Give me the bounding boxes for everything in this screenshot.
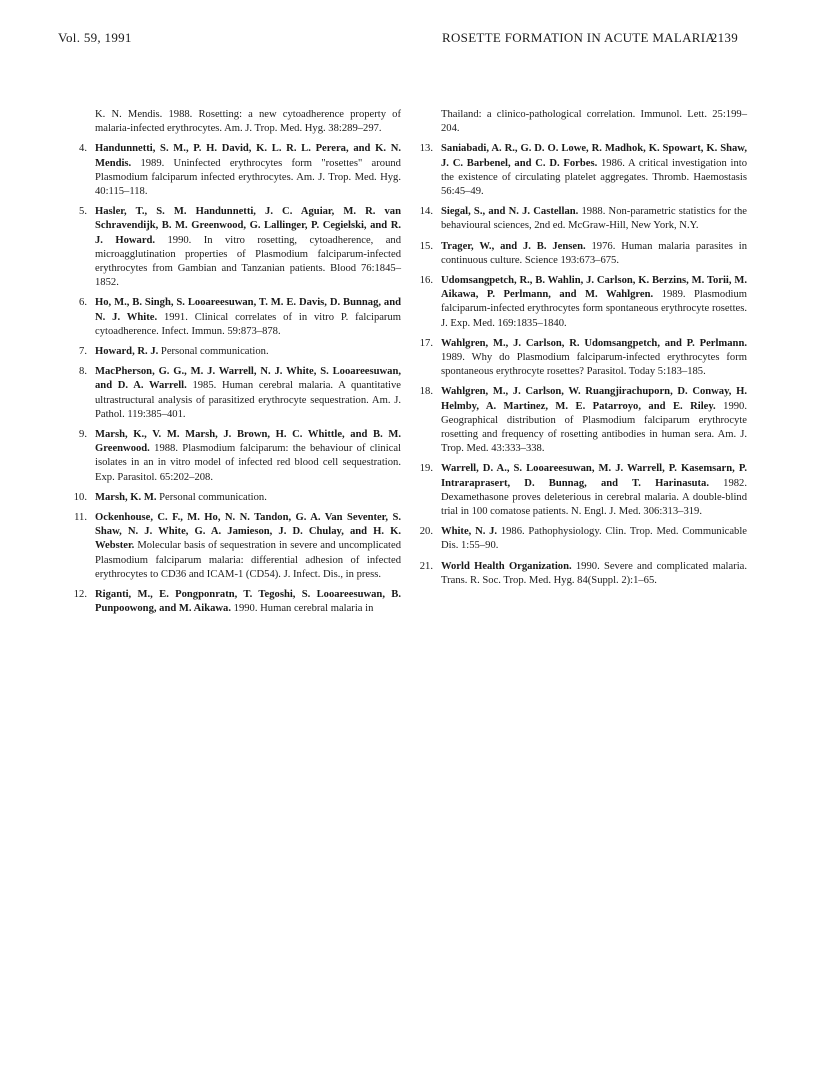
reference-item <box>77 205 401 290</box>
reference-number: 10. <box>73 491 87 503</box>
reference-number: 5. <box>79 206 87 218</box>
reference-item <box>73 588 401 616</box>
reference-authors: Saniabadi, A. R., G. D. O. Lowe, R. Madhok, K. Spowart, K. Shaw, J. C. Barbenel, and C. D. Forbes. <box>441 143 747 169</box>
reference-number: 21. <box>419 560 433 572</box>
reference-text: 1989. Plasmodium falciparum-infected erythrocytes form spontaneous erythrocyte rosettes. J. Exp. Med. 169:1835–1840. <box>441 289 747 329</box>
reference-number: 14. <box>419 206 433 218</box>
reference-item <box>419 385 747 456</box>
reference-text: Molecular basis of sequestration in severe and uncomplicated Plasmodium falciparum malaria: differential adhesion of infected erythrocytes to CD36 and ICAM-1 (CD54). J. Infect. Dis., in press. <box>95 540 402 580</box>
reference-item <box>73 491 401 505</box>
reference-text: 1990. Severe and complicated malaria. Trans. R. Soc. Trop. Med. Hyg. 84(Suppl. 2):1–65. <box>441 560 747 586</box>
reference-text: 1990. In vitro rosetting, cytoadherence, and microagglutination properties of Plasmodium falciparum-infected erythrocytes from Gambian and Tanzanian patients. Blood 76:1845–1852. <box>95 234 402 289</box>
reference-authors: Ho, M., B. Singh, S. Looareesuwan, T. M. E. Davis, D. Bunnag, and N. J. White. <box>95 297 401 323</box>
reference-item <box>77 345 401 359</box>
reference-number: 7. <box>79 346 87 358</box>
reference-item <box>419 525 747 553</box>
reference-number: 15. <box>419 240 433 252</box>
reference-text: 1982. Dexamethasone proves deleterious in cerebral malaria. A double-blind trial in 100 comatose patients. N. Engl. J. Med. 306:313–319. <box>441 477 747 518</box>
reference-text: 1991. Clinical correlates of in vitro P. falciparum cytoadherence. Infect. Immun. 59:873–878. <box>95 311 402 337</box>
reference-number: 18. <box>419 386 433 398</box>
references-left-column <box>73 108 402 623</box>
reference-text: 1989. Why do Plasmodium falciparum-infected erythrocytes form spontaneous erythrocyte rosettes? Parasitol. Today 5:183–185. <box>441 352 747 378</box>
reference-authors: Siegal, S., and N. J. Castellan. <box>441 206 582 218</box>
reference-text: 1989. Uninfected erythrocytes form "rosettes" around Plasmodium falciparum infected erythrocytes. Am. J. Trop. Med. Hyg. 40:115–118. <box>95 157 401 198</box>
reference-authors: Warrell, D. A., S. Looareesuwan, M. J. Warrell, P. Kasemsarn, P. Intraraprasert, D. Bunnag, and T. Harinasuta. <box>441 463 747 489</box>
reference-text: 1988. Non-parametric statistics for the behavioural sciences, 2nd ed. McGraw-Hill, New York, N.Y. <box>441 206 747 232</box>
reference-text: 1990. Geographical distribution of Plasmodium falciparum erythrocyte rosetting and frequency of rosetting antibodies in human sera. Am. J. Trop. Med. 43:333–338. <box>441 400 747 455</box>
reference-authors: Riganti, M., E. Pongponratn, T. Tegoshi, S. Looareesuwan, B. Punpoowong, and M. Aikawa. <box>95 589 401 615</box>
reference-authors: Wahlgren, M., J. Carlson, W. Ruangjirachuporn, D. Conway, H. Helmby, A. Martinez, M. E. Patarroyo, and E. Riley. <box>441 386 747 412</box>
reference-item <box>77 108 401 136</box>
reference-text: Personal communication. <box>159 491 267 503</box>
reference-item <box>74 511 402 582</box>
reference-authors: Udomsangpetch, R., B. Wahlin, J. Carlson, K. Berzins, M. Torii, M. Aikawa, P. Perlmann, and M. Wahlgren. <box>441 275 747 301</box>
references-right-column <box>419 108 748 594</box>
reference-number: 4. <box>79 143 87 155</box>
reference-number: 12. <box>73 589 87 601</box>
reference-number: 16. <box>419 275 433 287</box>
reference-authors: Hasler, T., S. M. Handunnetti, J. C. Aguiar, M. R. van Schravendijk, B. M. Greenwood, G. Lallinger, P. Cegielski, and R. J. Howard. <box>95 206 401 246</box>
reference-text: 1985. Human cerebral malaria. A quantitative ultrastructural analysis of parasitized erythrocyte sequestration. Am. J. Pathol. 119:385–401. <box>95 380 401 420</box>
reference-number: 19. <box>419 463 433 475</box>
reference-number: 17. <box>419 337 433 349</box>
reference-authors: Trager, W., and J. B. Jensen. <box>441 240 592 252</box>
reference-item <box>419 274 747 331</box>
reference-authors: Wahlgren, M., J. Carlson, R. Udomsangpetch, and P. Perlmann. <box>441 337 747 349</box>
reference-authors: Handunnetti, S. M., P. H. David, K. L. R. L. Perera, and K. N. Mendis. <box>95 143 401 169</box>
reference-text: 1988. Plasmodium falciparum: the behaviour of clinical isolates in an in vitro model of infected red blood cell sequestration. Exp. Parasitol. 65:202–208. <box>95 443 401 483</box>
reference-text: Personal communication. <box>160 346 269 358</box>
running-title: ROSETTE FORMATION IN ACUTE MALARIA <box>442 30 716 45</box>
reference-item <box>77 365 401 422</box>
volume-label: Vol. 59, 1991 <box>58 30 132 45</box>
reference-item <box>77 296 401 339</box>
page-number: 2139 <box>710 30 738 45</box>
reference-number: 20. <box>419 526 433 538</box>
reference-text: 1990. Human cerebral malaria in <box>233 603 374 615</box>
reference-item <box>419 337 747 380</box>
reference-item <box>419 142 748 199</box>
reference-item <box>423 108 747 136</box>
reference-authors: Marsh, K. M. <box>95 491 160 503</box>
page-header <box>58 30 738 50</box>
reference-text: 1976. Human malaria parasites in continuous culture. Science 193:673–675. <box>441 240 747 266</box>
reference-authors: World Health Organization. <box>441 560 576 572</box>
reference-text: Thailand: a clinico-pathological correlation. Immunol. Lett. 25:199–204. <box>441 109 747 135</box>
reference-number: 6. <box>79 297 87 309</box>
reference-text: K. N. Mendis. 1988. Rosetting: a new cytoadherence property of malaria-infected erythrocytes. Am. J. Trop. Med. Hyg. 38:289–297. <box>95 109 401 135</box>
reference-authors: White, N. J. <box>441 526 501 538</box>
reference-text: 1986. Pathophysiology. Clin. Trop. Med. Communicable Dis. 1:55–90. <box>441 526 747 552</box>
reference-number: 11. <box>74 512 87 524</box>
reference-item <box>419 240 747 268</box>
reference-item <box>419 560 747 588</box>
reference-item <box>77 142 401 199</box>
reference-authors: MacPherson, G. G., M. J. Warrell, N. J. White, S. Looareesuwan, and D. A. Warrell. <box>95 366 401 392</box>
reference-text: 1986. A critical investigation into the existence of circulating platelet aggregates. Thromb. Haemostasis 56:45–49. <box>441 157 748 198</box>
reference-authors: Marsh, K., V. M. Marsh, J. Brown, H. C. Whittle, and B. M. Greenwood. <box>95 429 401 455</box>
reference-item <box>77 428 401 485</box>
reference-number: 8. <box>79 366 87 378</box>
reference-authors: Howard, R. J. <box>95 346 161 358</box>
reference-item <box>419 462 747 519</box>
reference-item <box>419 205 747 233</box>
reference-authors: Ockenhouse, C. F., M. Ho, N. N. Tandon, G. A. Van Seventer, S. Shaw, N. J. White, G. A. Jamieson, J. D. Chulay, and H. K. Webster. <box>95 512 401 552</box>
reference-number: 9. <box>79 429 87 441</box>
reference-number: 13. <box>419 143 433 155</box>
